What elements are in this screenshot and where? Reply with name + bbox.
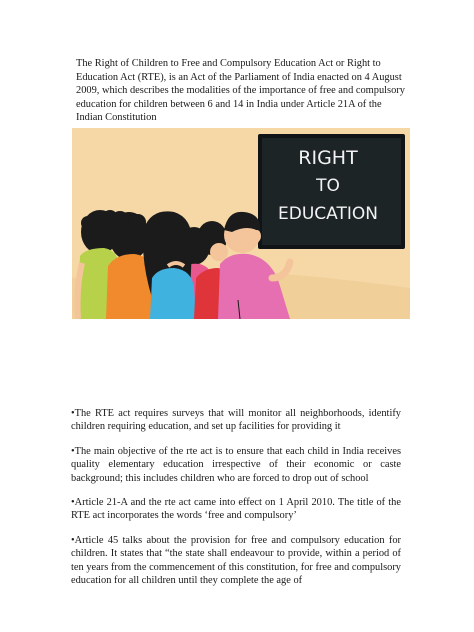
board-text-line-1: RIGHT [298, 147, 358, 169]
child-figure [143, 211, 196, 319]
bullet-item: •Article 45 talks about the provision for free and compulsory education for children. It states that “the state shall endeavour to provide, within a period of ten years from the commencement of this constitution, for free and compulsory education for all children until they complete the age of [71, 534, 401, 587]
bullet-list [71, 407, 401, 598]
right-to-education-illustration [72, 128, 410, 319]
chalkboard [258, 134, 405, 249]
board-text-line-2: TO [316, 176, 340, 196]
intro-paragraph: The Right of Children to Free and Compulsory Education Act or Right to Education Act (RTE), is an Act of the Parliament of India enacted on 4 August 2009, which describes the modalities of the importance of free and compulsory education for children between 6 and 14 in India under Article 21A of the Indian Constitution [76, 58, 405, 124]
board-text-line-3: EDUCATION [278, 204, 378, 224]
bullet-item: •Article 21-A and the rte act came into effect on 1 April 2010. The title of the RTE act incorporates the words ‘free and compulsory’ [71, 497, 401, 522]
children-group [78, 210, 291, 319]
bullet-item: •The main objective of the rte act is to ensure that each child in India receives quality elementary education irrespective of their economic or caste background; this includes children who are forced to drop out of school [71, 445, 401, 484]
bullet-item: •The RTE act requires surveys that will monitor all neighborhoods, identify children requiring education, and set up facilities for providing it [71, 408, 401, 433]
